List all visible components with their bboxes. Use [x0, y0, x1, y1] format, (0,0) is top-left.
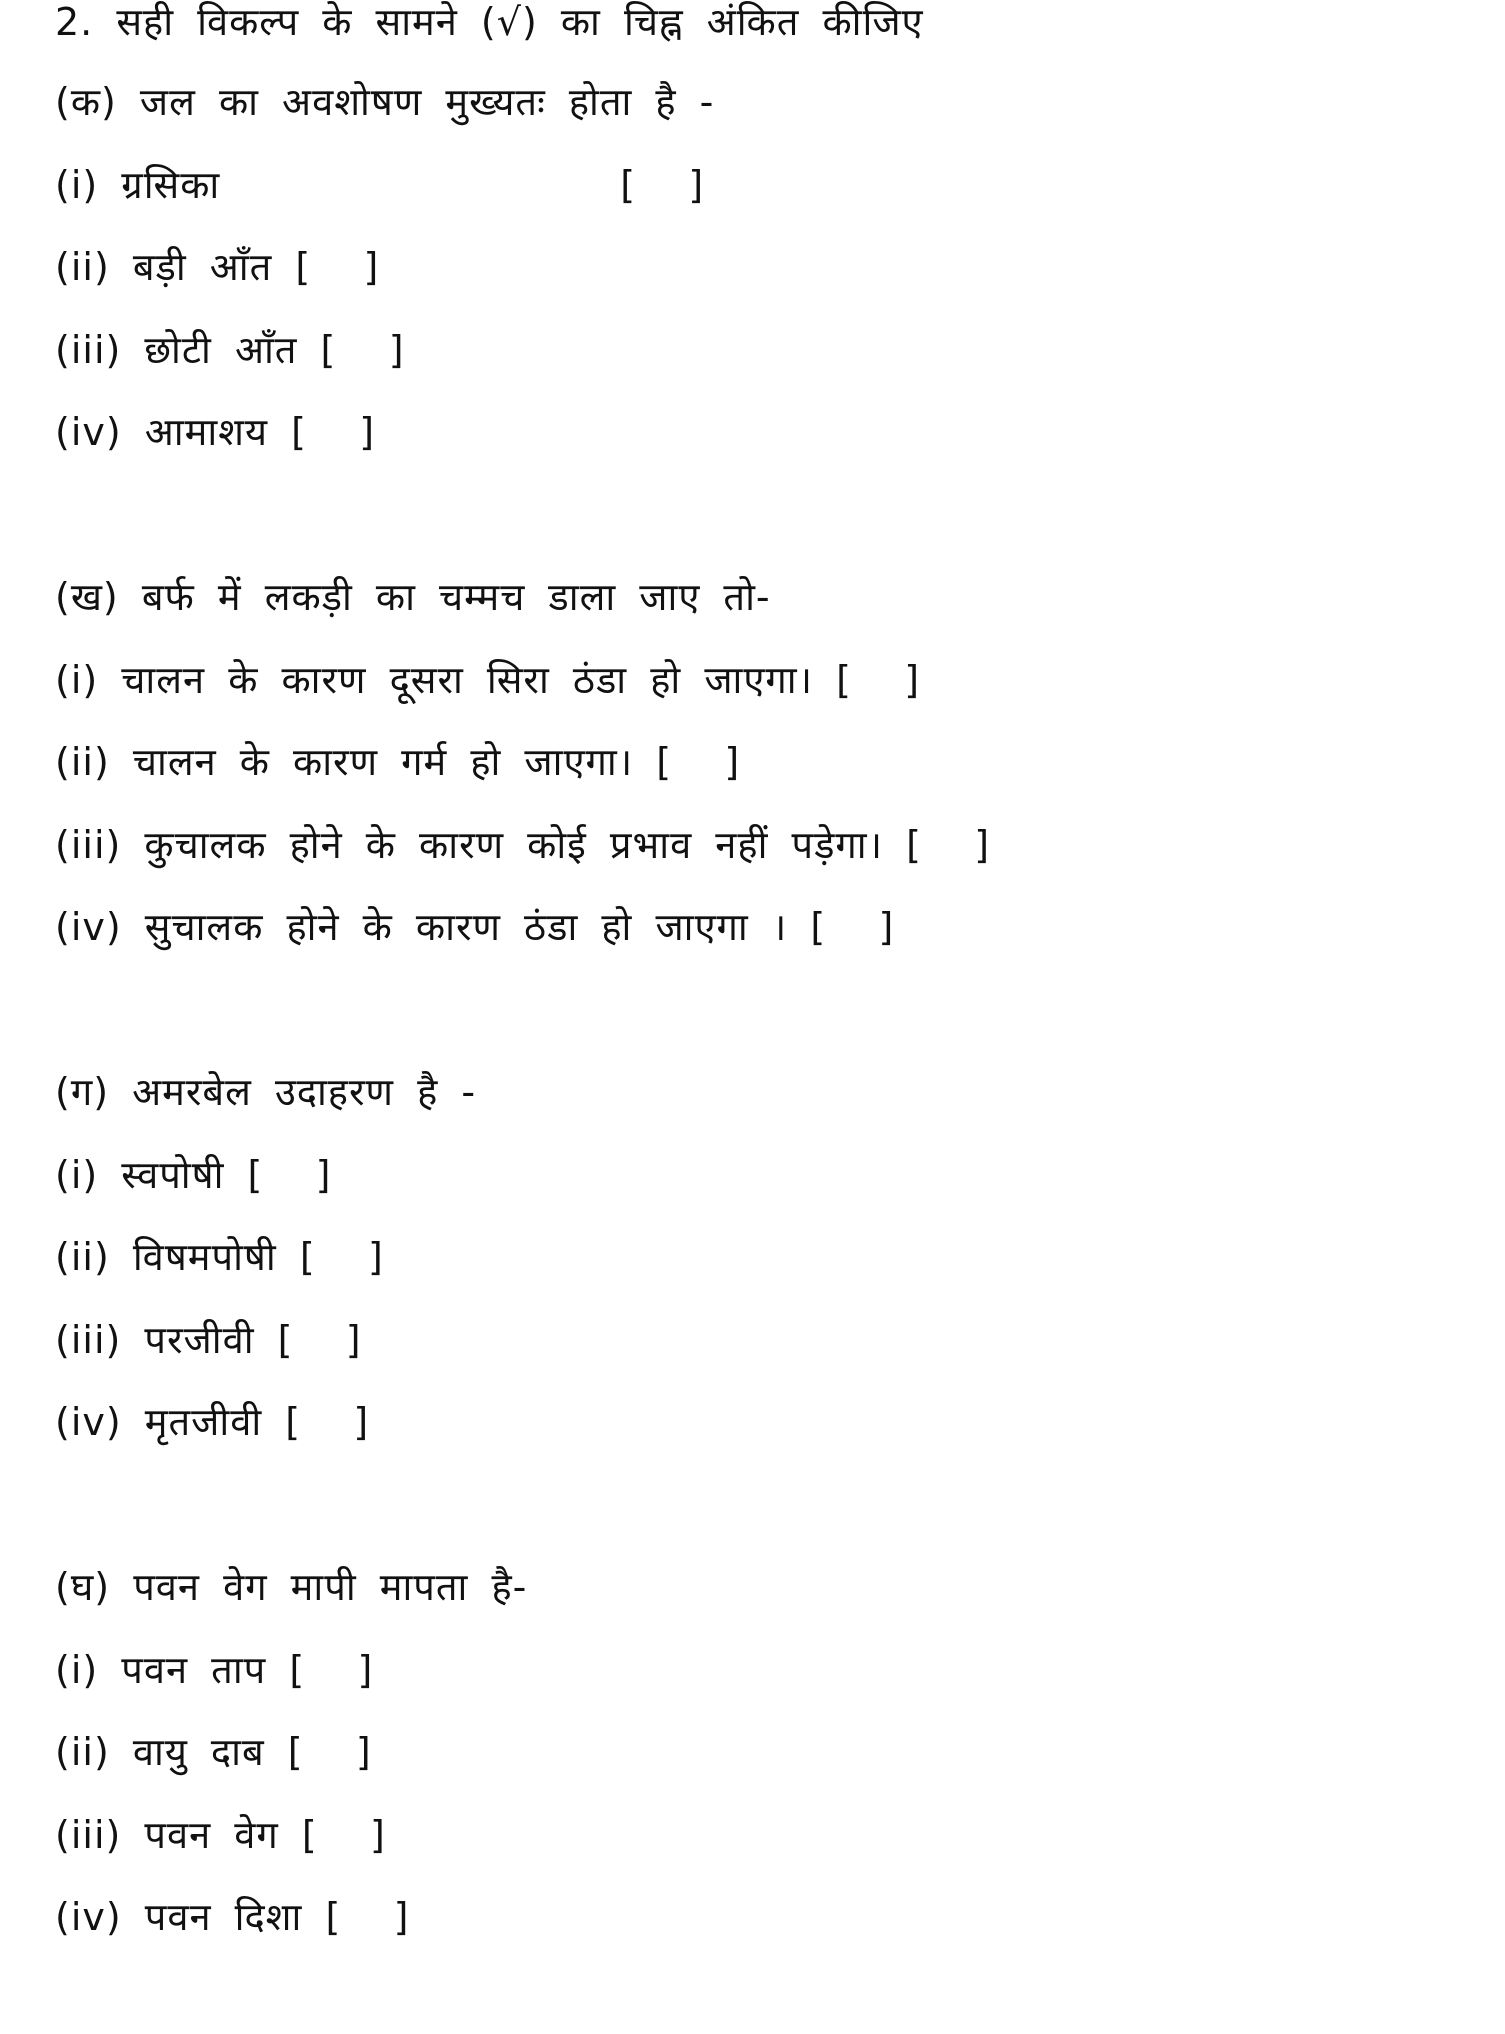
prompt-text: (ग) अमरबेल उदाहरण है -	[55, 1070, 477, 1114]
option-text: (iv) मृतजीवी	[55, 1400, 263, 1444]
option-gha-2	[55, 1722, 372, 1782]
question-heading	[55, 0, 924, 52]
answer-box[interactable]: [ ]	[289, 1648, 374, 1692]
option-kha-3	[55, 815, 990, 875]
question-gha-prompt	[55, 1557, 527, 1617]
option-text: (iii) पवन वेग	[55, 1813, 279, 1857]
option-ka-4	[55, 402, 375, 462]
option-gha-4	[55, 1887, 409, 1947]
question-ga-prompt	[55, 1062, 476, 1122]
option-text: (iii) परजीवी	[55, 1318, 255, 1362]
option-text: (ii) विषमपोषी	[55, 1235, 277, 1279]
option-text: (i) ग्रसिका	[55, 163, 221, 207]
option-ka-3	[55, 320, 405, 380]
option-text: (iv) आमाशय	[55, 410, 269, 454]
option-text: (ii) वायु दाब	[55, 1730, 265, 1774]
option-text: (i) चालन के कारण दूसरा सिरा ठंडा हो जाएगा।	[55, 658, 814, 702]
option-ga-1	[55, 1145, 332, 1205]
option-ga-3	[55, 1310, 362, 1370]
option-text: (iv) सुचालक होने के कारण ठंडा हो जाएगा ।	[55, 905, 788, 949]
answer-box[interactable]: [ ]	[285, 1400, 370, 1444]
question-kha-prompt	[55, 567, 771, 627]
option-ga-4	[55, 1392, 369, 1452]
answer-box[interactable]: [ ]	[836, 658, 921, 702]
answer-box[interactable]: [ ]	[247, 1153, 332, 1197]
answer-box[interactable]: [ ]	[299, 1235, 384, 1279]
option-kha-1	[55, 650, 920, 710]
prompt-text: (क) जल का अवशोषण मुख्यतः होता है -	[55, 80, 715, 124]
option-text: (ii) बड़ी आँत	[55, 245, 273, 289]
answer-box[interactable]: [ ]	[320, 328, 405, 372]
answer-box[interactable]: [ ]	[301, 1813, 386, 1857]
option-ka-1	[55, 155, 704, 215]
heading-text: 2. सही विकल्प के सामने (√) का चिह्न अंकित कीजिए	[55, 0, 924, 44]
option-ga-2	[55, 1227, 384, 1287]
prompt-text: (घ) पवन वेग मापी मापता है-	[55, 1565, 528, 1609]
option-text: (i) पवन ताप	[55, 1648, 267, 1692]
option-kha-4	[55, 897, 894, 957]
answer-box[interactable]: [ ]	[810, 905, 895, 949]
option-text: (iii) कुचालक होने के कारण कोई प्रभाव नहीं पड़ेगा।	[55, 823, 884, 867]
answer-box[interactable]: [ ]	[656, 740, 741, 784]
option-text: (i) स्वपोषी	[55, 1153, 225, 1197]
answer-box[interactable]: [ ]	[287, 1730, 372, 1774]
answer-box[interactable]: [ ]	[291, 410, 376, 454]
option-text: (iii) छोटी आँत	[55, 328, 298, 372]
option-kha-2	[55, 732, 740, 792]
option-gha-3	[55, 1805, 386, 1865]
answer-box[interactable]: [ ]	[325, 1895, 410, 1939]
option-text: (iv) पवन दिशा	[55, 1895, 303, 1939]
option-ka-2	[55, 237, 379, 297]
answer-box[interactable]: [ ]	[906, 823, 991, 867]
answer-box[interactable]: [ ]	[295, 245, 380, 289]
answer-box[interactable]: [ ]	[277, 1318, 362, 1362]
answer-box[interactable]: [ ]	[620, 163, 705, 207]
question-ka-prompt	[55, 72, 714, 132]
option-gha-1	[55, 1640, 373, 1700]
prompt-text: (ख) बर्फ में लकड़ी का चम्मच डाला जाए तो-	[55, 575, 771, 619]
option-text: (ii) चालन के कारण गर्म हो जाएगा।	[55, 740, 634, 784]
